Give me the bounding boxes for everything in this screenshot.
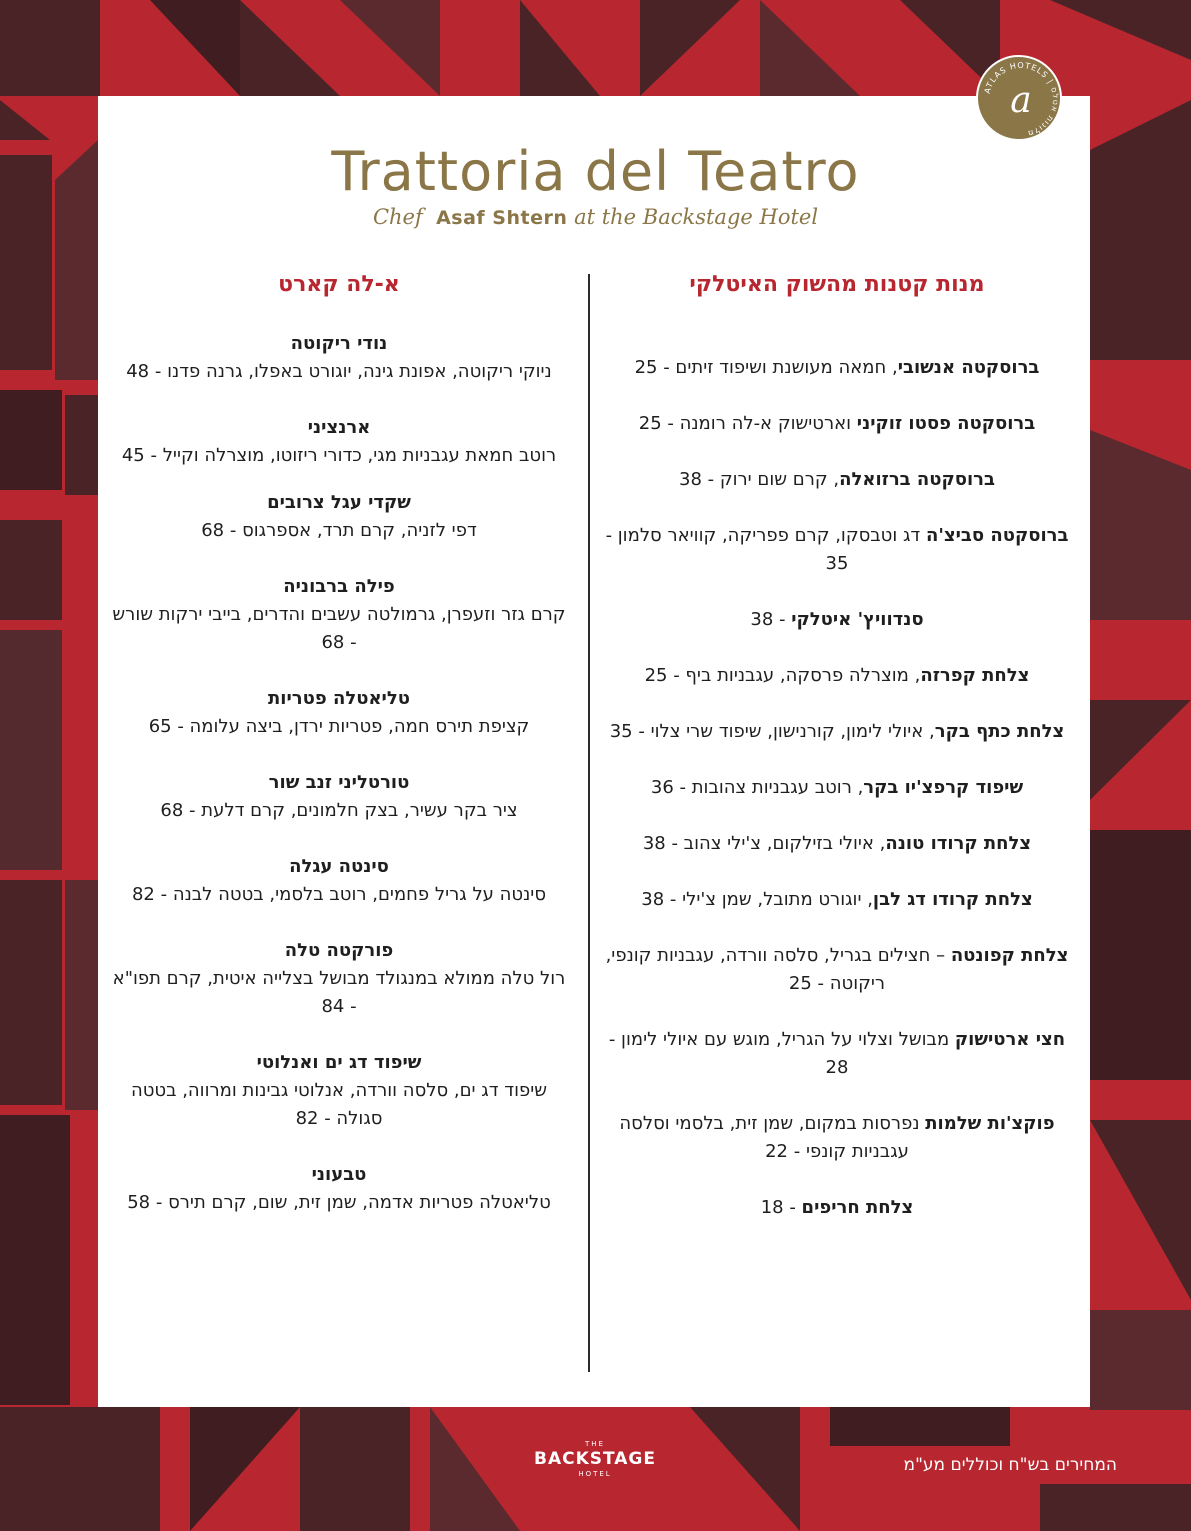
item-name: צלחת כתף בקר — [934, 721, 1065, 742]
menu-item — [598, 942, 1076, 998]
chef-subtitle — [0, 205, 1191, 229]
item-name: טבעוני — [311, 1164, 367, 1185]
price-note: המחירים בש"ח וכוללים מע"מ — [806, 1446, 1191, 1484]
item-desc: , מוצרלה פרסקה, עגבניות ביף - 25 — [644, 665, 921, 686]
item-name: צלחת חריפים — [801, 1197, 914, 1218]
menu-item — [108, 489, 570, 545]
item-name: ברוסקטה אנשובי — [897, 357, 1040, 378]
atlas-hotels-logo — [976, 55, 1062, 141]
item-desc: קרם גזר וזעפרן, גרמולטה עשבים והדרים, בייבי ירקות שורש - 68 — [112, 604, 566, 653]
item-name: ברוסקטה פסטו זוקיני — [856, 413, 1036, 434]
menu-item — [598, 354, 1076, 382]
menu-item — [108, 330, 570, 386]
menu-item — [598, 1110, 1076, 1166]
item-desc: , חמאה מעושנת ושיפוד זיתים - 25 — [634, 357, 898, 378]
item-desc: - 38 — [750, 609, 792, 630]
a-la-carte-section — [108, 268, 570, 1245]
item-desc: סינטה על גריל פחמים, רוטב בלסמי, בטטה לבנה - 82 — [131, 884, 547, 905]
menu-item — [598, 466, 1076, 494]
menu-item — [108, 573, 570, 657]
menu-item — [598, 1026, 1076, 1082]
menu-item — [598, 606, 1076, 634]
item-name: ברוסקטה סביצ'ה — [925, 525, 1069, 546]
item-name: פילה ברבוניה — [283, 576, 395, 597]
subtitle-tail: at the Backstage Hotel — [574, 205, 819, 229]
menu-item — [108, 414, 570, 470]
item-desc: ציר בקר עשיר, בצק חלמונים, קרם דלעת - 68 — [160, 800, 518, 821]
restaurant-title: Trattoria del Teatro — [331, 140, 860, 203]
item-desc: , רוטב עגבניות צהובות - 36 — [650, 777, 864, 798]
item-name: צלחת קפונטה — [950, 945, 1069, 966]
menu-item — [598, 662, 1076, 690]
menu-item — [108, 1161, 570, 1217]
a-la-carte-heading: א-לה קארט — [278, 272, 400, 297]
item-name: פוקצ'ות שלמות — [925, 1113, 1055, 1134]
menu-item — [598, 830, 1076, 858]
item-desc: רול טלה ממולא במנגולד מבושל בצלייה איטית, קרם תפו"א - 84 — [112, 968, 566, 1017]
item-name: טליאטלה פטריות — [268, 688, 410, 709]
menu-item — [598, 1194, 1076, 1222]
subtitle-chef-word: Chef — [372, 205, 423, 229]
item-desc: וארטישוק א-לה רומנה - 25 — [638, 413, 857, 434]
menu-item — [108, 769, 570, 825]
menu-item — [598, 410, 1076, 438]
badge-ring-text: ATLAS HOTELS | מלונות אטלס — [982, 60, 1061, 139]
item-name: שיפוד דג ים ואנלוטי — [256, 1052, 422, 1073]
small-plates-heading: מנות קטנות מהשוק האיטלקי — [689, 272, 985, 297]
item-name: חצי ארטישוק — [954, 1029, 1066, 1050]
badge-monogram: a — [1010, 80, 1032, 121]
item-desc: טליאטלה פטריות אדמה, שמן זית, שום, קרם תירס - 58 — [127, 1192, 551, 1213]
item-name: סינטה עגלה — [289, 856, 389, 877]
menu-item — [108, 853, 570, 909]
menu-item — [598, 886, 1076, 914]
item-desc: , איולי לימון, קורנישון, שיפוד שרי צלוי - 35 — [609, 721, 935, 742]
item-name: צלחת קרודו טונה — [885, 833, 1032, 854]
menu-item — [108, 1049, 570, 1133]
item-desc: , איולי בזילקום, צ'ילי צהוב - 38 — [642, 833, 886, 854]
menu-item — [598, 774, 1076, 802]
small-plates-section — [598, 268, 1076, 1250]
item-desc: , קרם שום ירוק - 38 — [679, 469, 840, 490]
item-desc: ניוקי ריקוטה, אפונת גינה, יוגורט באפלו, גרנה פדנו - 48 — [126, 361, 552, 382]
item-name: נודי ריקוטה — [290, 333, 388, 354]
item-name: טורטליני זנב שור — [268, 772, 410, 793]
item-desc: שיפוד דג ים, סלסה וורדה, אנלוטי גבינות ומרווה, בטטה סגולה - 82 — [130, 1080, 548, 1129]
column-divider — [588, 274, 590, 1372]
item-name: ברוסקטה ברזואלה — [839, 469, 995, 490]
item-desc: נפרסות במקום, שמן זית, בלסמי וסלסה עגבניות קונפי - 22 — [619, 1113, 926, 1162]
item-name: צלחת קפרזה — [920, 665, 1030, 686]
item-name: סנדוויץ' איטלקי — [791, 609, 924, 630]
menu-item — [108, 685, 570, 741]
menu-item — [108, 937, 570, 1021]
item-name: צלחת קרודו דג לבן — [872, 889, 1033, 910]
item-desc: דג וטבסקו, קרם פפריקה, קוויאר סלמון - 35 — [605, 525, 926, 574]
item-name: ארנציני — [307, 417, 371, 438]
item-desc: , יוגורט מתובל, שמן צ'ילי - 38 — [641, 889, 873, 910]
item-desc: רוטב חמאת עגבניות מגי, כדורי ריזוטו, מוצרלה וקייל - 45 — [121, 445, 557, 466]
item-name: שקדי עגל צרובים — [267, 492, 411, 513]
item-desc: - 18 — [760, 1197, 802, 1218]
logo-main-text: BACKSTAGE — [533, 1449, 656, 1469]
item-name: פורקטה טלה — [284, 940, 394, 961]
logo-small-text: THE — [585, 1440, 605, 1448]
menu-item — [598, 718, 1076, 746]
item-desc: קציפת תירס חמה, פטריות ירדן, ביצה עלומה - 65 — [148, 716, 530, 737]
atlas-hotels-logo-icon — [978, 57, 1064, 143]
backstage-hotel-logo — [520, 1440, 670, 1500]
item-name: שיפוד קרפצ'יו בקר — [863, 777, 1024, 798]
subtitle-chef-name: Asaf Shtern — [436, 207, 568, 229]
menu-item — [598, 522, 1076, 578]
item-desc: מבושל וצלוי על הגריל, מוגש עם איולי לימון - 28 — [608, 1029, 955, 1078]
logo-sub-text: HOTEL — [578, 1470, 612, 1478]
item-desc: – חצילים בגריל, סלסה וורדה, עגבניות קונפי, ריקוטה - 25 — [605, 945, 951, 994]
item-desc: דפי לזניה, קרם תרד, אספרגוס - 68 — [201, 520, 477, 541]
